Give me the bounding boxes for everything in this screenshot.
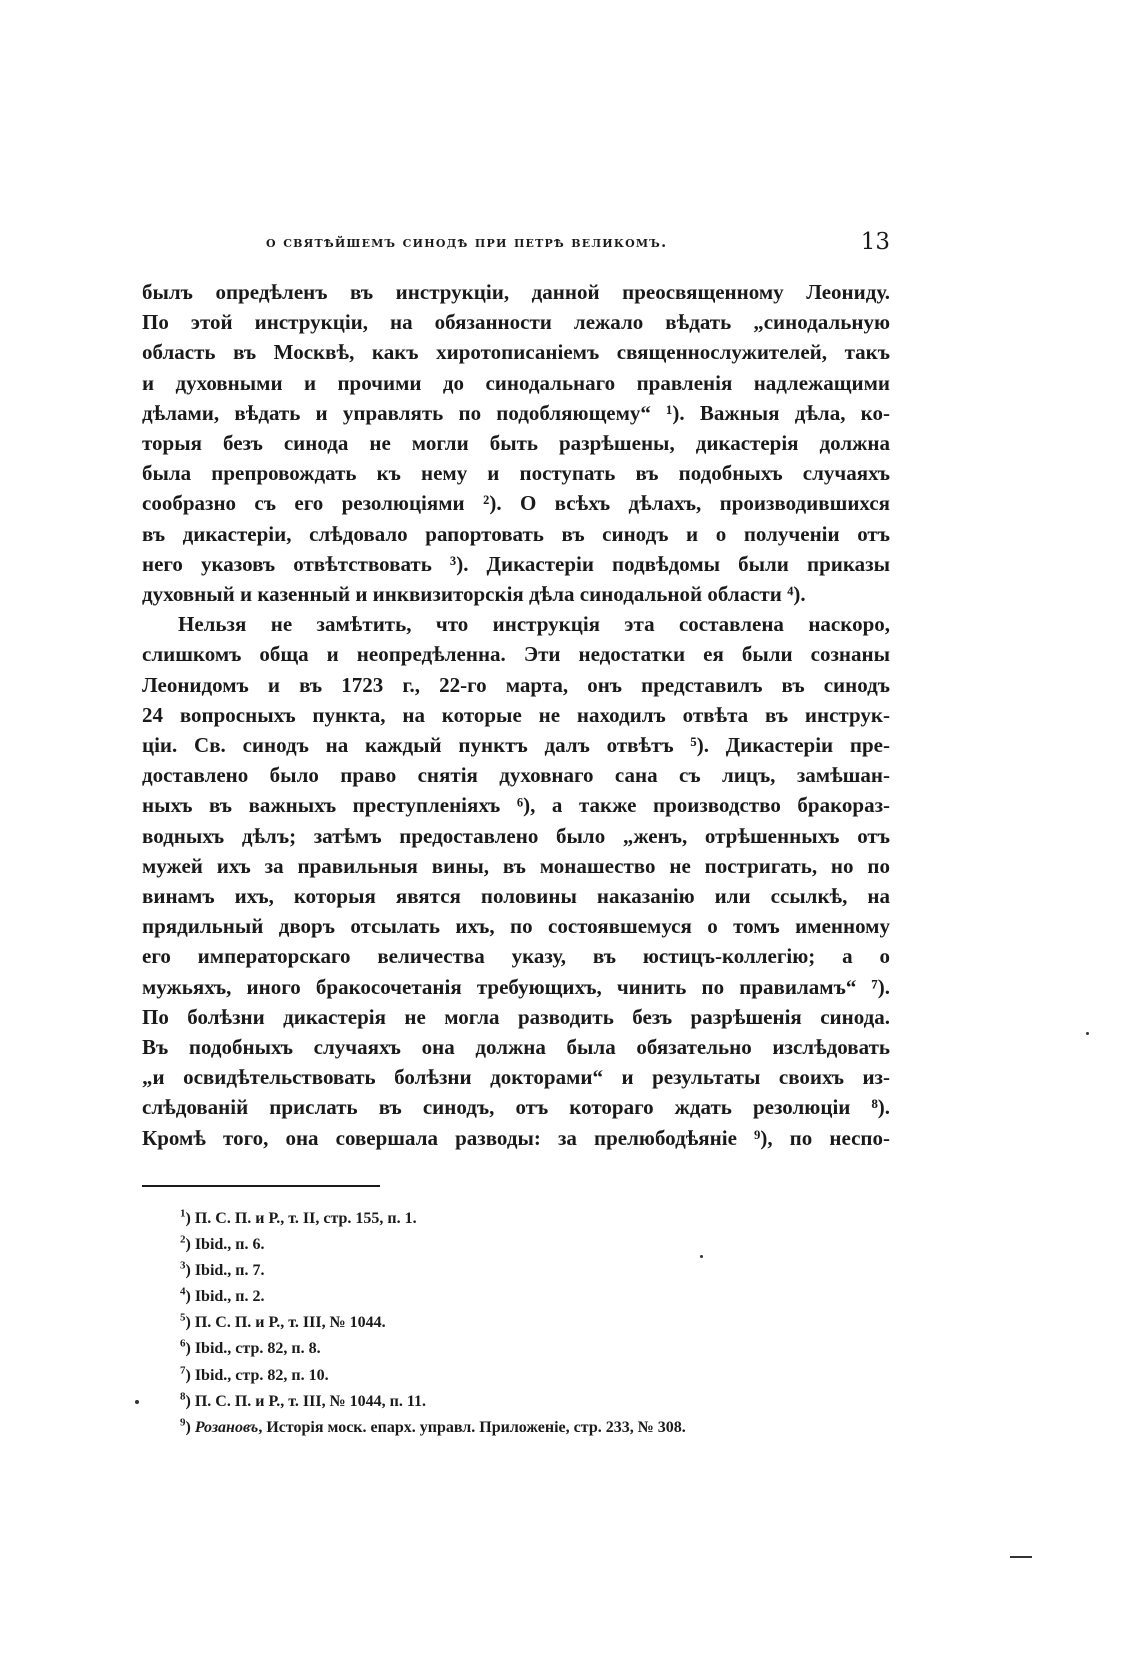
footnote-5 <box>180 1310 900 1336</box>
footnote-8 <box>180 1389 900 1415</box>
text-line: мужей ихъ за правильныя вины, въ монашество не постригать, но по <box>142 853 890 878</box>
footnote-mark: 6 <box>180 1338 186 1351</box>
text-line: духовный и казенный и инквизиторскія дѣла синодальной области ⁴). <box>142 582 806 607</box>
text-line: его императорскаго величества указу, въ юстицъ-коллегію; а о <box>142 944 890 969</box>
footnote-2 <box>180 1232 900 1258</box>
text-line: винамъ ихъ, которыя явятся половины наказанію или ссылкѣ, на <box>142 884 890 909</box>
footnote-9 <box>180 1415 900 1441</box>
text-line: торыя безъ синода не могли быть разрѣшены, дикастерія должна <box>142 431 890 456</box>
text-line: слишкомъ обща и неопредѣленна. Эти недостатки ея были сознаны <box>142 642 890 667</box>
text-line: мужьяхъ, иного бракосочетанія требующихъ, чинить по правиламъ“ ⁷). <box>142 974 890 999</box>
footnote-text: ) П. С. П. и Р., т. III, № 1044. <box>185 1314 386 1332</box>
footnote-text: ) П. С. П. и Р., т. III, № 1044, п. 11. <box>185 1392 427 1410</box>
footnote-mark: 9 <box>180 1416 186 1429</box>
text-line: въ дикастеріи, слѣдовало рапортовать въ синодъ и о полученіи отъ <box>142 521 890 546</box>
running-title: о святѣйшемъ синодѣ при петрѣ великомъ. <box>266 233 668 251</box>
footnotes <box>180 1206 900 1441</box>
footnote-text: ) П. С. П. и Р., т. II, стр. 155, п. 1. <box>185 1210 417 1227</box>
text-line: прядильный дворъ отсылать ихъ, по состоявшемуся о томъ именному <box>142 914 890 939</box>
footnote-mark: 4 <box>180 1285 186 1298</box>
main-text <box>142 277 890 1153</box>
text-line: сообразно съ его резолюціями ²). О всѣхъ дѣлахъ, производившихся <box>142 491 890 516</box>
footnote-mark: 8 <box>180 1390 186 1403</box>
footnote-text: ) <box>185 1418 195 1436</box>
text-line: 24 вопросныхъ пункта, на которые не находилъ отвѣта въ инструк- <box>142 702 890 727</box>
footnote-text-rest: , Исторія моск. епарх. управл. Приложеніе, стр. 233, № 308. <box>258 1418 686 1436</box>
text-line: былъ опредѣленъ въ инструкціи, данной преосвященному Леониду. <box>142 280 890 304</box>
footnote-text: ) Ibid., п. 6. <box>185 1236 265 1254</box>
footnote-text: ) Ibid., стр. 82, п. 8. <box>185 1340 321 1358</box>
footnote-mark: 2 <box>180 1233 186 1246</box>
page-header <box>142 229 890 259</box>
text-line: область въ Москвѣ, какъ хиротописаніемъ священнослужителей, такъ <box>142 340 890 365</box>
footnote-text: ) Ibid., стр. 82, п. 10. <box>185 1366 329 1384</box>
text-line: и духовными и прочими до синодальнаго правленія надлежащими <box>142 370 890 395</box>
page-number: 13 <box>860 229 890 255</box>
footnote-4 <box>180 1284 900 1310</box>
text-line: доставлено было право снятія духовнаго сана съ лицъ, замѣшан- <box>142 763 890 788</box>
text-line: По болѣзни дикастерія не могла разводить безъ разрѣшенія синода. <box>142 1004 890 1029</box>
text-line: была препровождать къ нему и поступать въ подобныхъ случаяхъ <box>142 461 890 486</box>
footnote-mark: 3 <box>180 1259 186 1272</box>
paragraph-start-line: Нельзя не замѣтить, что инструкція эта составлена наскоро, <box>178 612 890 637</box>
footnote-separator <box>142 1185 380 1187</box>
text-line: дѣлами, вѣдать и управлять по подобляющему“ ¹). Важныя дѣла, ко- <box>142 400 890 425</box>
footnote-mark: 7 <box>180 1364 186 1377</box>
text-line: Леонидомъ и въ 1723 г., 22-го марта, онъ представилъ въ синодъ <box>142 672 890 697</box>
scan-speck <box>700 1255 703 1258</box>
footnote-author: Розановъ <box>194 1418 259 1436</box>
text-line: слѣдованій прислать въ синодъ, отъ котораго ждать резолюціи ⁸). <box>142 1095 890 1120</box>
footnote-7 <box>180 1363 900 1389</box>
footnote-mark: 5 <box>180 1312 186 1325</box>
text-line: ныхъ въ важныхъ преступленіяхъ ⁶), а также производство бракораз- <box>142 793 890 818</box>
footnote-mark: 1 <box>180 1207 186 1220</box>
footnote-text: ) Ibid., п. 2. <box>185 1288 265 1306</box>
scan-mark <box>1010 1556 1032 1558</box>
text-line: Кромѣ того, она совершала разводы: за прелюбодѣяніе ⁹), по неспо- <box>142 1125 890 1150</box>
text-line: него указовъ отвѣтствовать ³). Дикастеріи подвѣдомы были приказы <box>142 551 890 576</box>
scan-speck <box>135 1400 139 1404</box>
footnote-6 <box>180 1336 900 1362</box>
text-line: По этой инструкціи, на обязанности лежало вѣдать „синодальную <box>142 310 890 335</box>
scan-speck <box>1086 1032 1089 1035</box>
text-line: „и освидѣтельствовать болѣзни докторами“ и результаты своихъ из- <box>142 1065 890 1090</box>
footnote-text: ) Ibid., п. 7. <box>185 1262 265 1280</box>
footnote-1 <box>180 1206 900 1232</box>
footnote-3 <box>180 1258 900 1284</box>
text-line: водныхъ дѣлъ; затѣмъ предоставлено было „женъ, отрѣшенныхъ отъ <box>142 823 890 848</box>
text-line: ціи. Св. синодъ на каждый пунктъ далъ отвѣтъ ⁵). Дикастеріи пре- <box>142 733 890 758</box>
text-line: Въ подобныхъ случаяхъ она должна была обязательно изслѣдовать <box>142 1035 890 1060</box>
